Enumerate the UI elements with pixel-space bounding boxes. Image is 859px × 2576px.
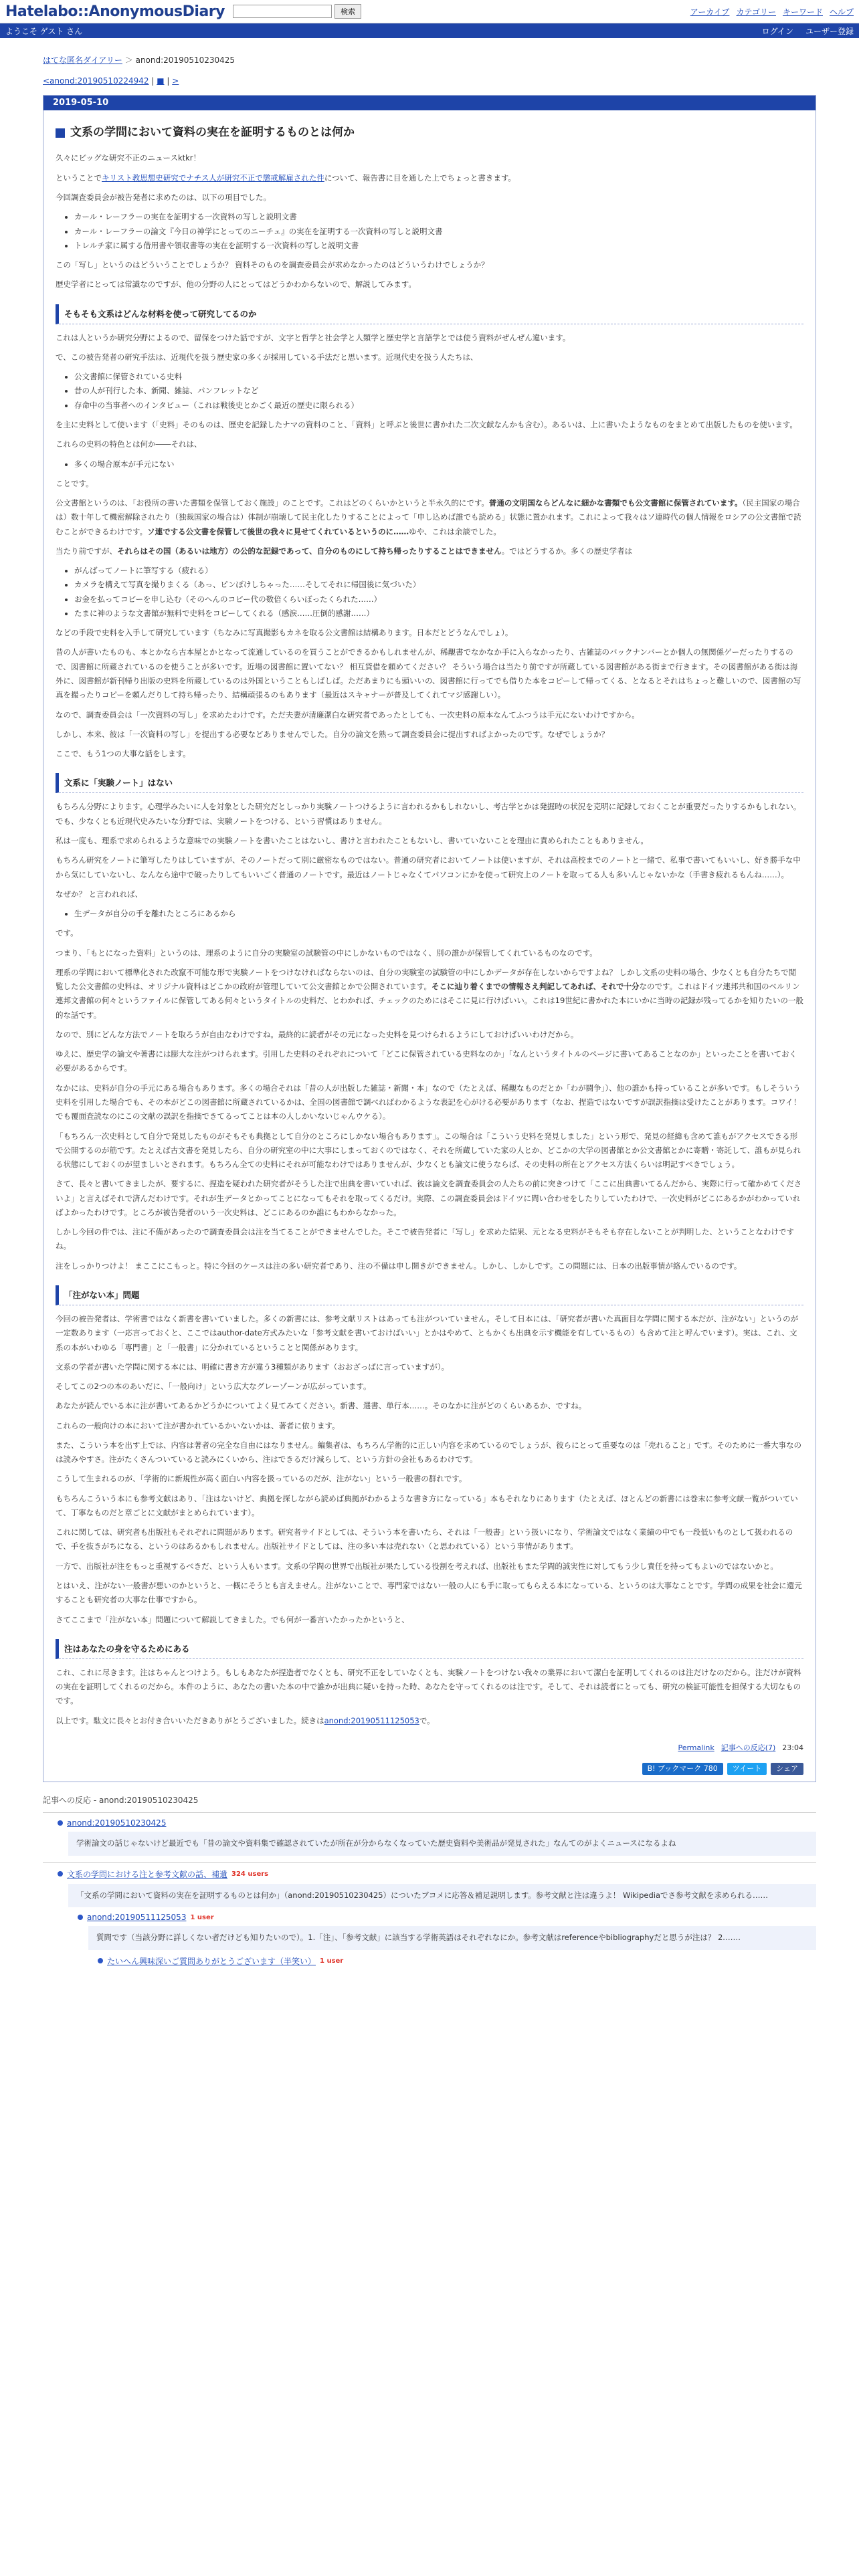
share-buttons — [56, 1763, 803, 1775]
paragraph: です。 — [56, 928, 78, 938]
paragraph: さて、長々と書いてきましたが、要するに、捏造を疑われた研究者がそうした注で出典を書いていれば、彼は論文を調査委員会の人たちの前に突きつけて「ここに出典書いてるんだから、実際に行って確かめてくださいよ」と言えばそれで済んだわけです。それが生データとかってことになってもそれを取ってくるだけ。実際、この調査委員会はドイツに問い合わせをしたりしていたわけで、一次史料がどこにあるかがわかっていればよかったわけです。ところが被告発者のいう一次史料は、どこにあるのか誰にもわからなかった。 — [56, 1179, 802, 1217]
list-item: • トレルチ家に属する借用書や領収書等の実在を証明する一次資料の写しと説明文書 — [74, 239, 803, 253]
list-item: • がんばってノートに筆写する（疲れる） — [74, 564, 803, 578]
paragraph: これは人というか研究分野によるので、留保をつけた話ですが、文字と哲学と社会学と人類学と歴史学と言語学とでは使う資料がぜんぜん違います。 — [56, 332, 571, 342]
paragraph: なので、別にどんな方法でノートを取ろうが自由なわけですね。最終的に読者がその元になった史料を見つけられるようにしておけばいいわけだから。 — [56, 1029, 579, 1039]
text: （民主国家の場合は）数十年して機密解除されたり（独裁国家の場合は）体制が崩壊して民主化したりすることによって「申し込めば誰でも読める」状態に置かれます。これによって我々はソ連時代の個人情報をロシアの公文書館で読むことができるわけです。 — [56, 498, 801, 536]
text: 当たり前ですが、 — [56, 546, 117, 556]
bookmark-count[interactable]: 1 user — [320, 1957, 344, 1965]
entry-time: 23:04 — [782, 1743, 803, 1752]
hatena-bookmark-button[interactable]: B! ブックマーク 780 — [642, 1763, 723, 1775]
response-excerpt: 「文系の学問において資料の実在を証明するものとは何か」（anond:20190510230425）についたブコメに応答＆補足説明します。参考文献と注は違うよ！ Wikipediaでさ参考文献を求められる…… — [68, 1884, 816, 1908]
emphasis: それらはその国（あるいは地方）の公的な記録であって、自分のものにして持ち帰ったりすることはできません — [117, 546, 502, 556]
news-link[interactable]: キリスト教思想史研究でナチス人が研究不正で懲戒解雇された件 — [102, 173, 324, 183]
continuation-link[interactable]: anond:20190511125053 — [324, 1715, 419, 1725]
text: 公文書館というのは、「お役所の書いた書類を保管しておく施設」のことです。これはどのくらいかというと半永久的にです。 — [56, 498, 489, 508]
text: ゆや、これは余談でした。 — [409, 526, 501, 536]
paragraph: また、こういう本を出す上では、内容は著者の完全な自由にはなりません。編集者は、もちろん学術的に正しい内容を求めているのでしょうが、彼らにとって重要なのは「売れること」です。そのために一番大事なのは読みやすさ。注がたくさんついていると読みにくいから、注はできるだけ減らして、という方針の会社もあるわけです。 — [56, 1440, 802, 1465]
text: ということで — [56, 173, 102, 183]
trait-list — [56, 457, 803, 471]
paragraph: ことです。 — [56, 478, 94, 488]
top-bar — [0, 0, 859, 23]
breadcrumb-sep: ＞ — [124, 56, 133, 65]
paragraph: さてここまで「注がない本」問題について解説してきました。でも何が一番言いたかったかというと、 — [56, 1614, 409, 1624]
paragraph: しかし、本来、彼は「一次資料の写し」を提出する必要などありませんでした。自分の論文を熟って調査委員会に提出すればよかったのです。なぜでしょうか？ — [56, 729, 609, 739]
list-item: • 公文書館に保管されている史料 — [74, 370, 803, 384]
paragraph: もちろん研究をノートに筆写したりはしていますが、そのノートだって別に厳密なものではない。普通の研究者においてノートは使いますが、それは高校までのノートと一緒で、私事で書いてもいいし、好き勝手な中から気にしていないし、なんなら途中で破ったりしてもいいごく普通のノートです。最近はノートじゃなくてパソコンにかを使って研究上のノートを取ってる人も多いんじゃないかな（手書き疲れるもんね……）。 — [56, 855, 801, 879]
paragraph: 一方で、出版社が注をもっと重視するべきだ、という人もいます。文系の学問の世界で出版社が果たしている役割を考えれば、出版社もまた学問的誠実性に対してもう少し責任を持ってもよいのではないかと。 — [56, 1561, 778, 1571]
emphasis: ソ連でする公文書を保管して後世の我々に見せてくれているというのに…… — [147, 526, 409, 536]
list-item: • カール・レーフラーの実在を証明する一次資料の写しと説明文書 — [74, 210, 803, 224]
paragraph: 私は一度も、理系で求められるような意味での実験ノートを書いたことはないし、書けと言われたこともないし、書いていないことを理由に責められたこともありません。 — [56, 835, 648, 845]
response-link[interactable]: 文系の学問における注と参考文献の話、補遺 — [67, 1869, 228, 1879]
paragraph: つまり、「もとになった資料」というのは、理系のように自分の実験室の試験管の中にしかないものではなく、別の誰かが保管してくれているものなのです。 — [56, 948, 597, 958]
paragraph — [56, 171, 803, 185]
paragraph: 昔の人が書いたものも、本とかなら古本屋とかとなって流通しているのを買うことができるかもしれませんが、稀覯書でなかなか手に入らなかったり、古雑誌のバックナンバーとか個人の無関係ゲーだったりするので、図書館に所蔵されているのを使うことが多いです。近場の図書館に置いてない？ 相互貸借を頼めてください？ そういう場合は当たり前ですが所蔵している図書館がある街まで行きます。その図書館がある街は海外に、図書館が新刊帰り出版の史料を所蔵しているのは外国ということもしばしば。ただあまりにも頭いいの、図書館に行ってでも借りた本をコピーして帰ってくる、となるとそれはちょっと難しいので、図書館の写真を撮ったりコピーを頼んだりして持ち帰ったり、結構頑張るのもあります（最近はスキャナーが普及してくれてマジ感謝しい）。 — [56, 647, 801, 700]
paragraph: もちろん分野によります。心理学みたいに人を対象とした研究だとしっかり実験ノートつけるように言われるかもしれないし、考古学とかは発掘時の状況を克明に記録しておくことが重要だったりするかもしれない。でも、少なくとも近現代史みたいな分野では、実験ノートをつける、という習慣はありません。 — [56, 802, 801, 826]
reason-list — [56, 907, 803, 921]
breadcrumb-home[interactable]: はてな匿名ダイアリー — [43, 56, 122, 65]
paragraph: なかには、史料が自分の手元にある場合もあります。多くの場合それは「昔の人が出版した雑誌・新聞・本」なので（たとえば、稀覯なものだとか「わが闘争」）、他の誰かも持っていることが多いです。もしそういう史料を引用した場合でも、その本がどこの図書館に所蔵されているかは、全国の図書館で調べればわかるような表記を心がける必要があります（なお、捏造ではないですが誤訳指摘は受けたことがあります。コワイ！ でも覆面査読なのにこの文献の誤訳を指摘できてるってことは本の人しかいないじゃんウケる）。 — [56, 1083, 801, 1121]
entry-title-text: 文系の学問において資料の実在を証明するものとは何か — [70, 126, 355, 139]
response-link[interactable]: anond:20190511125053 — [87, 1913, 187, 1923]
paragraph: これに関しては、研究者も出版社もそれぞれに問題があります。研究者サイドとしては、そういう本を書いたら、それは「一般書」という扱いになり、学術論文ではなく業績の中でも一段低いものとして扱われるので、手を抜きがちになる、というのはあるかもしれません。出版社サイドとしては、注の多い本は売れない（と思われている）という事情があります。 — [56, 1527, 793, 1551]
bullet-icon — [78, 1915, 83, 1920]
text: 。ではどうするか。多くの歴史学者は — [501, 546, 633, 556]
paragraph: しかし今回の件では、注に不備があったので調査委員会は注を当てることができませんでした。そこで被告発者に「写し」を求めた結果、元となる史料がそもそも存在しないことが判明した、ということなわけですね。 — [56, 1227, 794, 1251]
entry-footer — [56, 1741, 803, 1755]
text: について、報告書に目を通した上でちょっと書きます。 — [324, 173, 516, 183]
paragraph: これ、これに尽きます。注はちゃんとつけよう。もしもあなたが捏造者でなくとも、研究不正をしていなくとも、実験ノートをつけない我々の業界において潔白を証明してくれるのは注だけなのだから。注だけが資料の実在を証明してくれるのだから。本件のように、あなたの書いた本の中で誰かが出典に疑いを持った時、あなたを守ってくれるのは注です。そして、それは読者にとっても、研究の検証可能性を担保する大切なものです。 — [56, 1667, 801, 1706]
paragraph: ゆえに、歴史学の論文や著書には膨大な注がつけられます。引用した史料のそれぞれについて「どこに保管されている史料なのか」「なんというタイトルのページに書いてあることなのか」といったことを書いておく必要があるからです。 — [56, 1049, 797, 1073]
title-square-icon — [56, 128, 65, 138]
paragraph — [56, 966, 803, 1023]
paragraph: なぜか？ と言われれば、 — [56, 889, 143, 899]
article-body — [43, 110, 816, 1782]
section-heading: 「注がない本」問題 — [56, 1285, 803, 1305]
bullet-icon — [58, 1871, 63, 1876]
paragraph: そしてこの2つの本のあいだに、「一般向け」という広大なグレーゾーンが広がっています。 — [56, 1382, 371, 1392]
emphasis: 普通の文明国ならどんなに細かな書類でも公文書館に保管されています。 — [488, 498, 743, 508]
paragraph: あなたが読んでいる本に注が書いてあるかどうかについてよく見てみてください。新書、選書、単行本……。そのなかに注がどのくらいあるか、ですね。 — [56, 1401, 587, 1411]
nav-help[interactable]: ヘルプ — [829, 7, 854, 17]
paragraph — [56, 544, 803, 558]
welcome-text: ようこそ ゲスト さん — [5, 26, 83, 36]
section-heading: 文系に「実験ノート」はない — [56, 773, 803, 793]
paragraph: こうして生まれるのが、「学術的に新規性が高く面白い内容を扱っているのだが、注がない」という一般書の群れです。 — [56, 1474, 467, 1484]
list-item: • カメラを構えて写真を撮りまくる（あっ、ピンぼけしちゃった……そしてそれに帰国後に気づいた） — [74, 578, 803, 592]
responses-heading: 記事への反応 - anond:20190510230425 — [43, 1796, 199, 1806]
search-input[interactable] — [233, 5, 332, 18]
request-list — [56, 210, 803, 253]
paragraph: この「写し」というのはどういうことでしょうか？ 資料そのものを調査委員会が求めなかったのはどういうわけでしょうか？ — [56, 260, 489, 270]
paragraph: もちろんこういう本にも参考文献はあり、「注はないけど、典拠を探しながら読めば典拠がわかるような書き方になっている」本もそれなりにあります（たとえば、ほとんどの新書には巻末に参考文献一覧がついていて、丁寧なものだと章ごとに文献がまとめられています）。 — [56, 1493, 798, 1517]
breadcrumb — [0, 38, 859, 66]
text: 理系の学問において標準化された改竄不可能な形で実験ノートをつけなければならないのは、自分の実験室の試験管の中にしかデータが存在しないからですよね？ しかし文系の史料の場合、少なくとも自分たちで閲覧した公文書館の史料は、オリジナル資料はどこかの政府が管理していて公文書館とかで公開されています。 — [56, 967, 797, 992]
nav-keyword[interactable]: キーワード — [782, 7, 823, 17]
list-item: • 多くの場合原本が手元にない — [74, 457, 803, 471]
list-item: • たまに神のような文書館が無料で史料をコピーしてくれる（感涙……圧倒的感謝……） — [74, 607, 803, 621]
paragraph: 歴史学者にとっては常識なのですが、他の分野の人にとってはどうかわからないので、解説してみます。 — [56, 280, 416, 290]
response-excerpt: 質問です（当該分野に詳しくない者だけども知りたいので）。1.「注」、「参考文献」に該当する学術英語はそれぞれなにか。参考文献はreferenceやbibliographyだと思うが注は？ 2.…… — [88, 1926, 816, 1950]
pager: <anond:20190510224942 | ■ | > — [43, 76, 179, 86]
nav-category[interactable]: カテゴリー — [736, 7, 776, 17]
list-item: • カール・レーフラーの論文『今日の神学にとってのニーチェ』の実在を証明する一次資料の写しと説明文書 — [74, 225, 803, 239]
list-item: • 生データが自分の手を離れたところにあるから — [74, 907, 803, 921]
nested-response — [78, 1913, 816, 1967]
bullet-icon — [98, 1958, 103, 1963]
paragraph: 注をしっかりつけよ！ まここにこもっと。特に今回のケースは注の多い研究者であり、注の不備は申し開きができません。しかし、しかしです。この問題には、日本の出版事情が絡んでいるのです。 — [56, 1261, 742, 1271]
paragraph: 文系の学者が書いた学問に関する本には、明確に書き方が違う3種類があります（おおざっぱに言っていますが）。 — [56, 1362, 450, 1372]
facebook-share-button[interactable]: シェア — [771, 1763, 803, 1775]
paragraph: これらの一般向けの本において注が書かれているかいないかは、著者に依ります。 — [56, 1420, 340, 1430]
paragraph: 今回調査委員会が被告発者に求めたのは、以下の項目でした。 — [56, 192, 271, 202]
paragraph — [56, 496, 803, 539]
breadcrumb-current: anond:20190510230425 — [135, 56, 235, 65]
register-link[interactable]: ユーザー登録 — [805, 26, 854, 36]
list-item: • 昔の人が刊行した本、新聞、雑誌、パンフレットなど — [74, 384, 803, 398]
nav-archive[interactable]: アーカイブ — [690, 7, 730, 17]
response-item — [43, 1862, 816, 1973]
response-excerpt: 学術論文の話じゃないけど最近でも「昔の論文や資料集で確認されていたが所在が分からなくなっていた歴史資料や美術品が発見された」なんてのがよくニュースになるよね — [68, 1832, 816, 1856]
text: なのです。これはドイツ連邦共和国のベルリン連邦文書館の何々というファイルに保管してある何々というタイトルの史料だ、とわかれば、チェックのためにはそこに見に行けばいい。これは19世紀に書かれた本にいかに当時の記録が残ってるかを知りたいの一般的な話です。 — [56, 982, 803, 1020]
source-list — [56, 370, 803, 413]
response-link[interactable]: たいへん興味深いご質問ありがとうございます（半笑い） — [107, 1956, 316, 1966]
bookmark-count[interactable]: 324 users — [231, 1870, 269, 1878]
list-item: • 存命中の当事者へのインタビュー（これは戦後史とかごく最近の歴史に限られる） — [74, 399, 803, 413]
paragraph: とはいえ、注がない一般書が悪いのかというと、一概にそうとも言えません。注がないことで、専門家ではない一般の人にも手に取ってもらえる本になっている、というのは大事なことです。学問の成果を社会に還元することも研究者の大事な仕事ですから。 — [56, 1581, 802, 1605]
prev-entry-link[interactable]: <anond:20190510224942 — [43, 76, 149, 86]
response-item — [43, 1812, 816, 1862]
bullet-icon — [58, 1820, 63, 1826]
user-bar — [0, 23, 859, 38]
emphasis: そこに辿り着くまでの情報さえ判記してあれば、それで十分 — [432, 982, 640, 992]
paragraph: を主に史料として使います（「史料」そのものは、歴史を記録したナマの資料のこと、「資料」と呼ぶと後世に書かれた二次文献なんかも含む）。あるいは、上に書いたようなものをまとめて出版したものを使います。 — [56, 420, 797, 430]
method-list — [56, 564, 803, 621]
paragraph — [56, 1714, 803, 1728]
tweet-button[interactable]: ツイート — [727, 1763, 767, 1775]
site-logo[interactable]: Hatelabo::AnonymousDiary — [5, 3, 225, 20]
paragraph: 今回の被告発者は、学術書ではなく新書を書いていました。多くの新書には、参考文献リストはあっても注がついていません。そして日本には、「研究者が書いた真面目な学問に関する本だが、注がない」というのが一定数あります（一応言っておくと、ここではauthor-date方式みたいな「参考文献を書いておけばいい」とかはやめて、ともかくも出典を示す機能を有しているもの）も含めて注と呼んでいます）。実は、これ、文系の本がいわゆる「専門書」と「一般書」に分かれているということと関係があります。 — [56, 1314, 799, 1352]
text: 以上です。駄文に長々とお付き合いいただきありがとうございました。続きは — [56, 1715, 324, 1725]
trackback-link[interactable]: 記事への反応(7) — [721, 1743, 776, 1752]
search-button[interactable]: 検索 — [335, 4, 361, 19]
entry-date: 2019-05-10 — [43, 96, 816, 110]
paragraph: 久々にビッグな研究不正のニュースktkr！ — [56, 153, 201, 163]
index-link[interactable]: ■ — [157, 76, 165, 86]
nested-response — [98, 1955, 816, 1967]
bookmark-count[interactable]: 1 user — [190, 1913, 214, 1921]
responses — [43, 1794, 816, 1973]
paragraph: ここで、もう1つの大事な話をします。 — [56, 749, 191, 759]
paragraph: これらの史料の特色とは何か――それは、 — [56, 439, 202, 449]
next-entry-link[interactable]: > — [172, 76, 179, 86]
response-link[interactable]: anond:20190510230425 — [67, 1818, 167, 1828]
text: で。 — [419, 1715, 435, 1725]
section-heading: 注はあなたの身を守るためにある — [56, 1639, 803, 1659]
paragraph: などの手段で史料を入手して研究しています（ちなみに写真撮影もカネを取る公文書館は結構あります。日本だとどうなんでしょ）。 — [56, 628, 513, 638]
paragraph: 「もちろん一次史料として自分で発見したものがそもそも典拠として自分のところにしかない場合もあります」。この場合は「こういう史料を発見しました」という形で、発見の経緯も含めて誰もがアクセスできる形で公開するのが筋です。たとえば古文書を発見したら、自分の研究室の中に大事にしまっておくのではなく、それを所蔵していた家の人とか、どこかの大学の図書館とか公文書館とかに寄贈・寄託して、誰もが見られる状態にしておくのが望ましいとされます。もちろん全ての史料にそれが可能なわけではありませんが、少なくとも論文に使うならば、その史料の所在とアクセス方法くらいは明記すべきでしょう。 — [56, 1131, 801, 1170]
section-heading: そもそも文系はどんな材料を使って研究してるのか — [56, 304, 803, 324]
top-nav — [690, 6, 854, 17]
login-link[interactable]: ログイン — [761, 26, 793, 36]
article — [43, 95, 816, 1782]
list-item: • お金を払ってコピーを申し込む（そのへんのコピー代の数倍くらいぼったくられた……） — [74, 593, 803, 607]
permalink[interactable]: Permalink — [678, 1743, 714, 1752]
entry-title[interactable] — [56, 122, 803, 143]
paragraph: なので、調査委員会は「一次資料の写し」を求めたわけです。ただ夫妻が清廉潔白な研究者であったとしても、一次史料の原本なんてふつうは手元にないわけですから。 — [56, 710, 640, 720]
paragraph: で、この被告発者の研究手法は、近現代を扱う歴史家の多くが採用している手法だと思います。近現代史を扱う人たちは、 — [56, 352, 478, 362]
